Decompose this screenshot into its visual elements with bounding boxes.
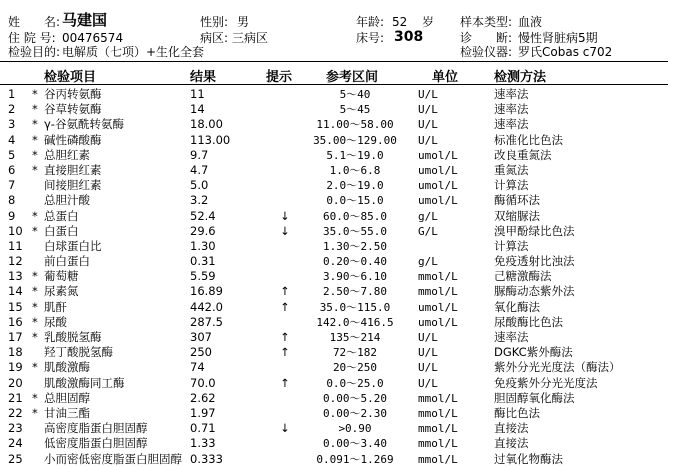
result-value: 307 — [190, 330, 212, 344]
col-header-item: 检验项目 — [44, 70, 97, 85]
row-number: 10 — [8, 223, 23, 238]
method: 速率法 — [494, 117, 529, 132]
test-purpose-label: 检验目的: — [8, 45, 61, 59]
sex-value: 男 — [237, 15, 250, 29]
method: 标准化比色法 — [494, 132, 563, 147]
row-number: 9 — [8, 208, 16, 223]
method: 氧化酶法 — [494, 299, 540, 314]
result-value: 0.71 — [190, 421, 216, 436]
flag-arrow: ↑ — [280, 345, 290, 360]
flag-arrow: ↑ — [280, 284, 290, 299]
item-name: 甘油三酯 — [44, 405, 90, 420]
item-name: 间接胆红素 — [44, 178, 102, 193]
flag-arrow: ↓ — [280, 223, 290, 238]
table-row — [0, 209, 668, 224]
row-number: 22 — [8, 405, 23, 420]
table-row — [0, 269, 668, 284]
item-name: 总胆固醇 — [44, 390, 90, 405]
result-value: 52.4 — [190, 208, 216, 223]
unit: U/L — [418, 346, 438, 360]
table-row — [0, 87, 668, 102]
reference-range: 35.0～55.0 — [323, 224, 387, 238]
table-row — [0, 421, 668, 436]
row-number: 1 — [8, 87, 16, 101]
table-row — [0, 284, 668, 299]
unit: U/L — [418, 331, 438, 344]
col-header-result: 结果 — [190, 70, 217, 85]
item-name: 谷草转氨酶 — [44, 102, 102, 117]
star-marker: * — [32, 162, 38, 177]
row-number: 17 — [8, 330, 23, 344]
result-value: 0.31 — [190, 254, 216, 269]
reference-range: 3.90～6.10 — [323, 270, 387, 284]
method: 直接法 — [494, 421, 529, 436]
age-label: 年龄: — [356, 15, 385, 29]
row-number: 8 — [8, 193, 16, 208]
results-table — [0, 87, 668, 467]
result-value: 442.0 — [190, 299, 223, 314]
diagnosis-value: 慢性肾脏病5期 — [518, 31, 598, 45]
item-name: 葡萄糖 — [44, 269, 79, 284]
reference-range: 0.091～1.269 — [316, 452, 394, 466]
row-number: 12 — [8, 254, 23, 269]
star-marker: * — [32, 390, 38, 405]
unit: umol/L — [418, 148, 458, 162]
reference-range: 1.30～2.50 — [323, 239, 387, 253]
unit: g/L — [418, 255, 438, 269]
unit: U/L — [418, 376, 438, 390]
method: 酶比色法 — [494, 405, 540, 420]
star-marker: * — [32, 132, 38, 147]
table-row — [0, 391, 668, 406]
star-marker: * — [32, 87, 38, 101]
col-header-unit: 单位 — [432, 70, 459, 85]
unit: mmol/L — [418, 406, 458, 420]
star-marker: * — [32, 117, 38, 132]
reference-range: 35.0～115.0 — [319, 300, 391, 314]
unit: G/L — [418, 224, 438, 238]
table-row — [0, 178, 668, 193]
table-row — [0, 102, 668, 117]
unit: g/L — [418, 209, 438, 223]
diagnosis-label: 诊 断: — [460, 31, 513, 45]
item-name: 肌酐 — [44, 299, 67, 314]
table-row — [0, 117, 668, 132]
age-value: 52 — [392, 15, 408, 29]
row-number: 11 — [8, 238, 23, 253]
row-number: 3 — [8, 117, 16, 132]
table-row — [0, 193, 668, 208]
unit: U/L — [418, 103, 438, 117]
result-value: 9.7 — [190, 147, 209, 162]
table-row — [0, 330, 668, 345]
unit: umol/L — [418, 300, 458, 314]
result-value: 1.33 — [190, 436, 216, 451]
bed-value: 308 — [394, 29, 424, 45]
table-row — [0, 452, 668, 467]
flag-arrow: ↑ — [280, 330, 290, 344]
sample-type-value: 血液 — [518, 15, 543, 29]
result-value: 250 — [190, 345, 212, 360]
method: 脲酶动态紫外法 — [494, 284, 575, 299]
patient-name-label: 姓 名: — [8, 15, 61, 29]
reference-range: 0.00～5.20 — [323, 391, 387, 405]
table-row — [0, 148, 668, 163]
item-name: 白球蛋白比 — [44, 238, 102, 253]
row-number: 20 — [8, 375, 23, 390]
reference-range: 135～214 — [329, 331, 381, 344]
method: 免疫紫外分光光度法 — [494, 375, 598, 390]
method: 速率法 — [494, 102, 529, 117]
unit: U/L — [418, 118, 438, 132]
col-header-flag: 提示 — [266, 70, 293, 85]
method: DGKC紫外酶法 — [494, 345, 573, 360]
sex-label: 性别: — [200, 15, 229, 29]
method: 胆固醇氧化酶法 — [494, 390, 575, 405]
method: 直接法 — [494, 436, 529, 451]
row-number: 16 — [8, 314, 23, 329]
col-header-ref: 参考区间 — [326, 70, 379, 85]
item-name: 白蛋白 — [44, 223, 79, 238]
method: 酶循环法 — [494, 193, 540, 208]
ward-value: 三病区 — [232, 31, 269, 45]
unit: umol/L — [418, 194, 458, 208]
table-header-divider — [0, 84, 668, 85]
row-number: 24 — [8, 436, 23, 451]
star-marker: * — [32, 269, 38, 284]
method: 速率法 — [494, 87, 529, 101]
method: 尿酸酶比色法 — [494, 314, 563, 329]
item-name: 谷丙转氨酶 — [44, 87, 102, 101]
result-value: 5.0 — [190, 178, 209, 193]
item-name: 尿酸 — [44, 314, 67, 329]
method: 计算法 — [494, 178, 529, 193]
unit: mmol/L — [418, 391, 458, 405]
row-number: 18 — [8, 345, 23, 360]
result-value: 2.62 — [190, 390, 216, 405]
reference-range: 0.00～3.40 — [323, 437, 387, 451]
age-unit: 岁 — [422, 15, 435, 29]
row-number: 19 — [8, 360, 23, 375]
star-marker: * — [32, 360, 38, 375]
result-value: 14 — [190, 102, 205, 117]
inpatient-no-label: 住 院 号: — [8, 31, 56, 45]
reference-range: 2.0～19.0 — [326, 179, 384, 193]
unit: mmol/L — [418, 437, 458, 451]
unit: mmol/L — [418, 270, 458, 284]
unit: U/L — [418, 361, 438, 375]
method: 己糖激酶法 — [494, 269, 552, 284]
star-marker: * — [32, 330, 38, 344]
unit: U/L — [418, 133, 438, 147]
star-marker: * — [32, 314, 38, 329]
table-row — [0, 315, 668, 330]
result-value: 0.333 — [190, 451, 223, 466]
method: 紫外分光光度法（酶法） — [494, 360, 621, 375]
item-name: 前白蛋白 — [44, 254, 90, 269]
reference-range: >0.90 — [338, 422, 372, 436]
row-number: 25 — [8, 451, 23, 466]
row-number: 14 — [8, 284, 23, 299]
reference-range: 142.0～416.5 — [316, 315, 394, 329]
sample-type-label: 样本类型: — [460, 15, 513, 29]
star-marker: * — [32, 147, 38, 162]
inpatient-no-value: 00476574 — [62, 31, 124, 45]
reference-range: 0.00～2.30 — [323, 406, 387, 420]
method: 溴甲酚绿比色法 — [494, 223, 575, 238]
flag-arrow: ↑ — [280, 375, 290, 390]
item-name: γ-谷氨酰转氨酶 — [44, 117, 124, 132]
table-row — [0, 224, 668, 239]
table-row — [0, 133, 668, 148]
reference-range: 1.0～6.8 — [329, 163, 381, 177]
item-name: 直接胆红素 — [44, 162, 102, 177]
row-number: 23 — [8, 421, 23, 436]
row-number: 2 — [8, 102, 16, 117]
test-purpose-value: 电解质（七项）+生化全套 — [62, 45, 205, 59]
row-number: 13 — [8, 269, 23, 284]
col-header-method: 检测方法 — [494, 70, 547, 85]
reference-range: 72～182 — [332, 346, 378, 360]
table-row — [0, 376, 668, 391]
result-value: 287.5 — [190, 314, 223, 329]
unit: U/L — [418, 88, 438, 101]
result-value: 4.7 — [190, 162, 209, 177]
item-name: 尿素氮 — [44, 284, 79, 299]
row-number: 7 — [8, 178, 16, 193]
row-number: 6 — [8, 162, 16, 177]
result-value: 70.0 — [190, 375, 216, 390]
star-marker: * — [32, 284, 38, 299]
instrument-value: 罗氏Cobas c702 — [518, 45, 613, 59]
row-number: 4 — [8, 132, 16, 147]
unit: umol/L — [418, 163, 458, 177]
unit: umol/L — [418, 179, 458, 193]
table-row — [0, 239, 668, 254]
unit: mmol/L — [418, 452, 458, 466]
star-marker: * — [32, 223, 38, 238]
reference-range: 5～45 — [339, 103, 371, 117]
reference-range: 2.50～7.80 — [323, 285, 387, 299]
result-value: 1.97 — [190, 405, 216, 420]
method: 免疫透射比浊法 — [494, 254, 575, 269]
header-divider — [0, 61, 668, 62]
flag-arrow: ↓ — [280, 421, 290, 436]
item-name: 高密度脂蛋白胆固醇 — [44, 421, 148, 436]
method: 计算法 — [494, 238, 529, 253]
table-row — [0, 406, 668, 421]
result-value: 11 — [190, 87, 205, 101]
reference-range: 11.00～58.00 — [316, 118, 394, 132]
unit: mmol/L — [418, 285, 458, 299]
result-value: 5.59 — [190, 269, 216, 284]
item-name: 乳酸脱氢酶 — [44, 330, 102, 344]
reference-range: 20～250 — [332, 361, 378, 375]
unit: mmol/L — [418, 422, 458, 436]
bed-label: 床号: — [356, 31, 385, 45]
ward-label: 病区: — [200, 31, 229, 45]
reference-range: 0.20～0.40 — [323, 255, 387, 269]
star-marker: * — [32, 208, 38, 223]
method: 重氮法 — [494, 162, 529, 177]
reference-range: 5.1～19.0 — [326, 148, 384, 162]
method: 双缩脲法 — [494, 208, 540, 223]
star-marker: * — [32, 102, 38, 117]
row-number: 15 — [8, 299, 23, 314]
table-row — [0, 254, 668, 269]
item-name: 肌酸激酶同工酶 — [44, 375, 125, 390]
result-value: 18.00 — [190, 117, 223, 132]
patient-name-value: 马建国 — [62, 11, 108, 29]
item-name: 低密度脂蛋白胆固醇 — [44, 436, 148, 451]
reference-range: 0.0～25.0 — [326, 376, 384, 390]
result-value: 74 — [190, 360, 205, 375]
result-value: 113.00 — [190, 132, 231, 147]
item-name: 总胆红素 — [44, 147, 90, 162]
instrument-label: 检验仪器: — [460, 45, 513, 59]
result-value: 3.2 — [190, 193, 209, 208]
item-name: 总蛋白 — [44, 208, 79, 223]
result-value: 1.30 — [190, 238, 216, 253]
item-name: 碱性磷酸酶 — [44, 132, 102, 147]
reference-range: 60.0～85.0 — [323, 209, 387, 223]
reference-range: 35.00～129.00 — [313, 133, 397, 147]
item-name: 总胆汁酸 — [44, 193, 90, 208]
table-row — [0, 300, 668, 315]
result-value: 29.6 — [190, 223, 216, 238]
row-number: 21 — [8, 390, 23, 405]
table-row — [0, 436, 668, 451]
star-marker: * — [32, 405, 38, 420]
row-number: 5 — [8, 147, 16, 162]
unit: umol/L — [418, 315, 458, 329]
method: 过氧化物酶法 — [494, 451, 563, 466]
item-name: 肌酸激酶 — [44, 360, 90, 375]
item-name: 羟丁酸脱氢酶 — [44, 345, 113, 360]
flag-arrow: ↓ — [280, 208, 290, 223]
method: 改良重氮法 — [494, 147, 552, 162]
reference-range: 5～40 — [339, 88, 371, 101]
table-row — [0, 163, 668, 178]
method: 速率法 — [494, 330, 529, 344]
flag-arrow: ↑ — [280, 299, 290, 314]
result-value: 16.89 — [190, 284, 223, 299]
item-name: 小而密低密度脂蛋白胆固醇 — [44, 451, 182, 466]
star-marker: * — [32, 299, 38, 314]
table-row — [0, 345, 668, 360]
reference-range: 0.0～15.0 — [326, 194, 384, 208]
table-row — [0, 360, 668, 375]
